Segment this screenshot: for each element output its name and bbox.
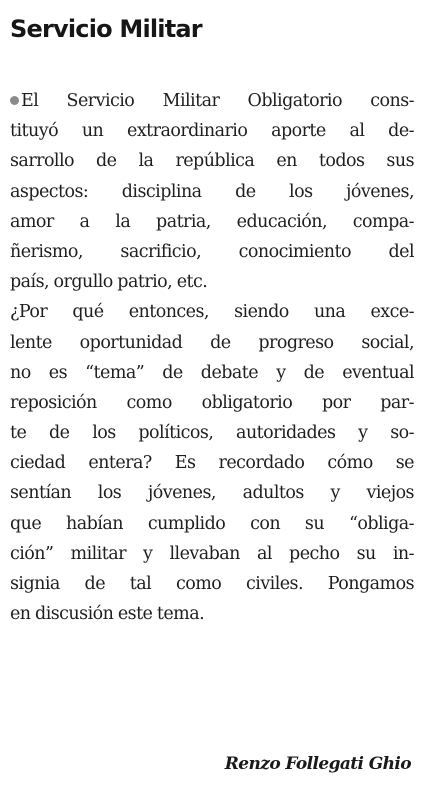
body-line: aspectos: disciplina de los jóvenes, [10, 181, 414, 202]
body-line: país, orgullo patrio, etc. [10, 272, 208, 293]
body-line: sentían los jóvenes, adultos y viejos [10, 483, 414, 504]
body-line: ñerismo, sacrificio, conocimiento del [10, 241, 414, 262]
body-line: ciedad entera? Es recordado cómo se [10, 453, 414, 474]
body-line: reposición como obligatorio por par- [10, 392, 414, 413]
body-line: tituyó un extraordinario aporte al de- [10, 121, 414, 142]
body-line: en discusión este tema. [10, 604, 205, 625]
body-line: que habían cumplido con su “obliga- [10, 513, 414, 534]
bullet-icon [10, 96, 19, 105]
body-line: El Servicio Militar Obligatorio cons- [10, 86, 414, 116]
body-line: sarrollo de la república en todos sus [10, 151, 414, 172]
body-line: amor a la patria, educación, compa- [10, 211, 414, 232]
author-signature: Renzo Follegati Ghio [224, 754, 411, 774]
body-line: signia de tal como civiles. Pongamos [10, 574, 414, 594]
body-line: ¿Por qué entonces, siendo una exce- [10, 302, 414, 323]
body-line: ción” militar y llevaban al pecho su in- [10, 543, 414, 564]
body-line: no es “tema” de debate y de eventual [10, 362, 414, 383]
body-line: lente oportunidad de progreso social, [10, 332, 414, 353]
body-line: te de los políticos, autoridades y so- [10, 423, 414, 444]
article-headline: Servicio Militar [10, 15, 202, 43]
article-body [10, 86, 414, 629]
